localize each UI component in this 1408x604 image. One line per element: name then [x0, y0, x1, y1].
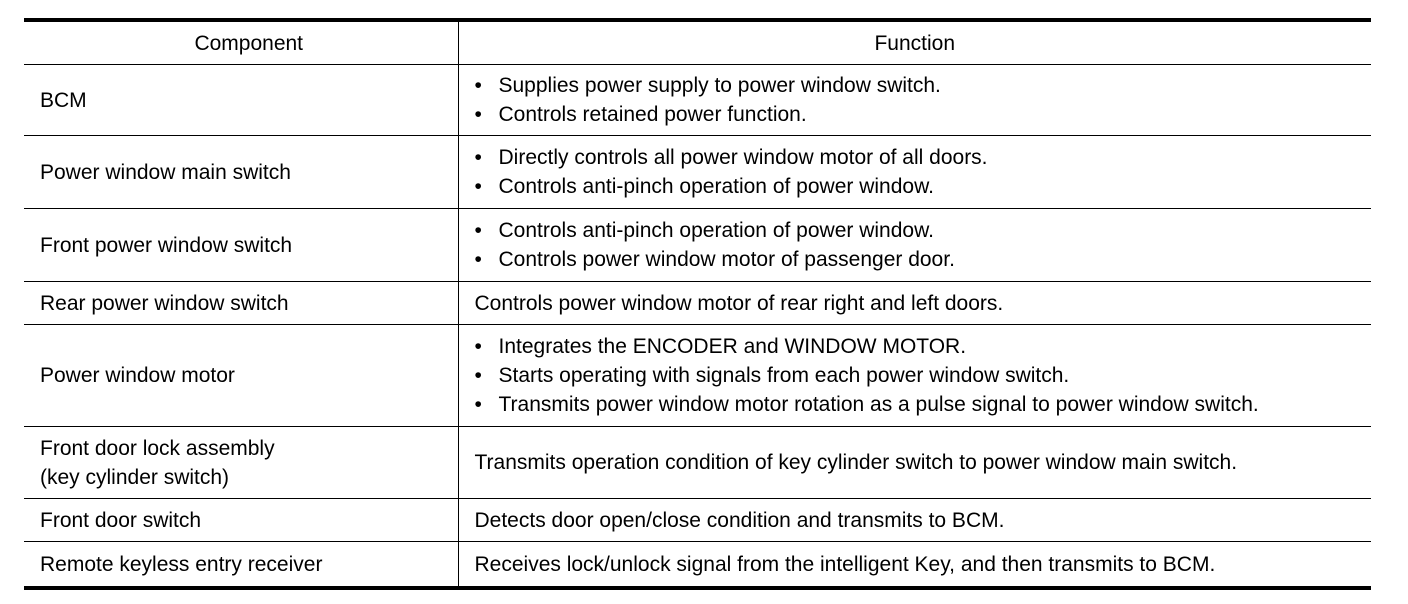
function-cell — [458, 209, 1371, 282]
component-name: Front power window switch — [40, 233, 293, 257]
component-cell — [24, 325, 458, 427]
component-name: Front door switch — [40, 508, 202, 532]
function-list — [475, 143, 1372, 201]
component-name: Rear power window switch — [40, 291, 289, 315]
function-text: Transmits operation condition of key cylinder switch to power window main switch. — [474, 451, 1238, 474]
header-row — [24, 20, 1371, 65]
table-row — [24, 136, 1371, 209]
component-name: BCM — [40, 88, 87, 112]
component-name: Front door lock assembly — [40, 436, 275, 460]
function-item: • Controls retained power function. — [475, 100, 1372, 129]
table-row — [24, 325, 1371, 427]
table-row — [24, 209, 1371, 282]
component-cell — [24, 65, 458, 136]
function-item: • Controls anti-pinch operation of power window. — [475, 216, 1372, 245]
function-list — [475, 216, 1372, 274]
function-cell — [458, 427, 1371, 499]
function-list — [475, 332, 1372, 419]
header-component: Component — [24, 20, 458, 65]
component-name: Remote keyless entry receiver — [40, 552, 323, 576]
component-name: Power window main switch — [40, 160, 291, 184]
component-function-table — [24, 18, 1371, 590]
table-row — [24, 427, 1371, 499]
function-cell — [458, 282, 1371, 325]
function-item: • Controls anti-pinch operation of power window. — [475, 172, 1372, 201]
function-item: • Supplies power supply to power window switch. — [475, 71, 1372, 100]
component-name: Power window motor — [40, 364, 235, 387]
component-cell — [24, 427, 458, 499]
function-cell — [458, 325, 1371, 427]
header-function: Function — [458, 20, 1371, 65]
component-cell — [24, 282, 458, 325]
function-list — [475, 71, 1372, 129]
function-text: Controls power window motor of rear right and left doors. — [474, 291, 1004, 315]
component-cell — [24, 136, 458, 209]
function-item: • Starts operating with signals from each power window switch. — [475, 361, 1372, 390]
table-row — [24, 282, 1371, 325]
component-cell — [24, 542, 458, 589]
table-row — [24, 65, 1371, 136]
function-item: • Controls power window motor of passenger door. — [475, 245, 1372, 274]
function-cell — [458, 65, 1371, 136]
component-cell — [24, 499, 458, 542]
component-name-note: (key cylinder switch) — [40, 465, 230, 489]
function-item: • Directly controls all power window motor of all doors. — [475, 143, 1372, 172]
function-text: Receives lock/unlock signal from the intelligent Key, and then transmits to BCM. — [474, 552, 1216, 576]
function-cell — [458, 542, 1371, 589]
function-item: • Transmits power window motor rotation as a pulse signal to power window switch. — [475, 390, 1372, 419]
function-cell — [458, 136, 1371, 209]
table-row — [24, 542, 1371, 589]
function-item: • Integrates the ENCODER and WINDOW MOTOR. — [475, 332, 1372, 361]
function-cell — [458, 499, 1371, 542]
function-text: Detects door open/close condition and transmits to BCM. — [474, 508, 1005, 532]
table-row — [24, 499, 1371, 542]
component-cell — [24, 209, 458, 282]
